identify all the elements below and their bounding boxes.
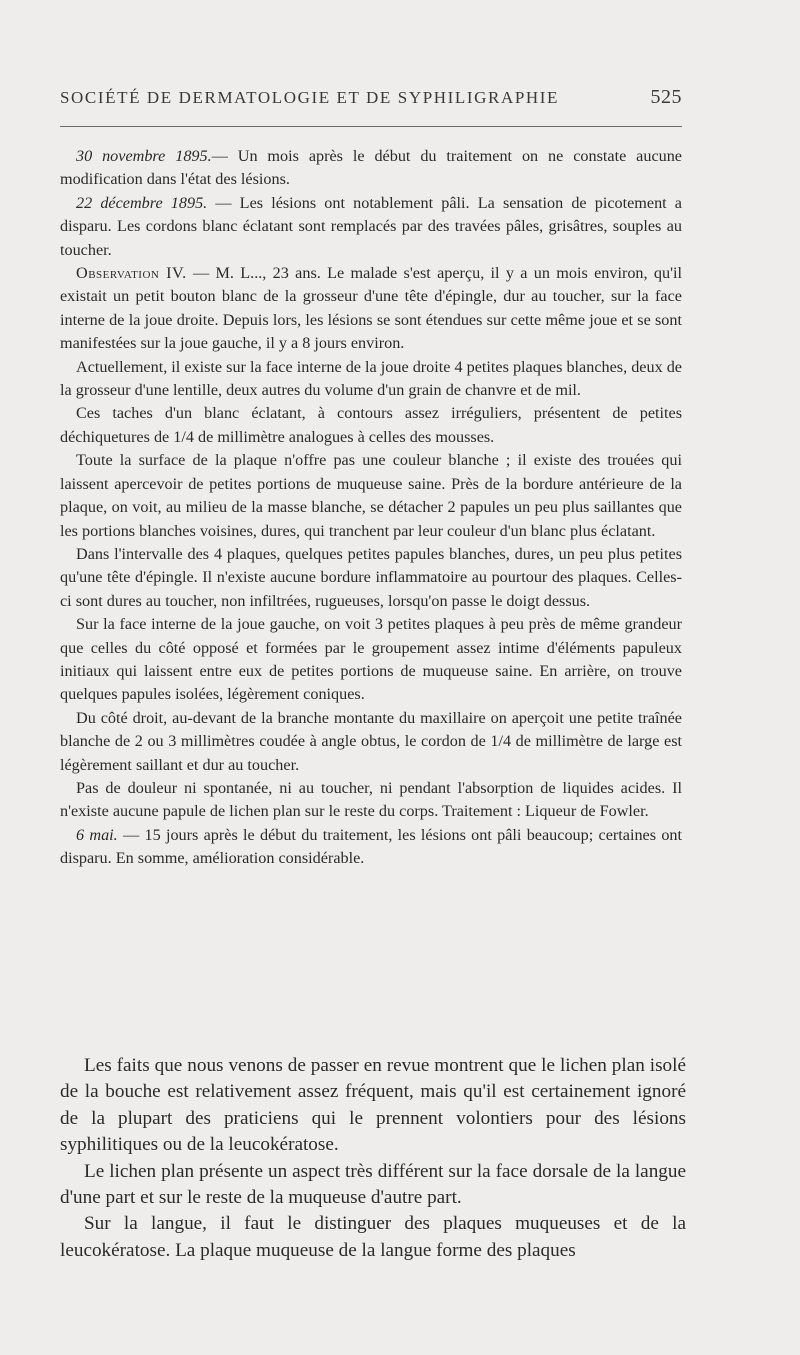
observation-heading: Observation IV.	[76, 264, 187, 283]
paragraph: Les faits que nous venons de passer en revue montrent que le lichen plan isolé de la bouche est relativement assez fréquent, mais qu'il est certainement ignoré de la plupart des praticiens qui le prennent volontiers pour des lésions syphilitiques ou de la leucokératose.	[60, 1055, 686, 1156]
paragraph	[60, 192, 682, 262]
paragraph-date: 6 mai.	[76, 825, 118, 844]
paragraph	[60, 356, 682, 403]
paragraph-text: Du côté droit, au-devant de la branche montante du maxillaire on aperçoit une petite traînée blanche de 2 ou 3 millimètres coudée à angle obtus, le cordon de 1/4 de millimètre de large est légèrement saillant et dur au toucher.	[60, 708, 682, 774]
paragraph-text: — Les lésions ont notablement pâli. La sensation de picotement a disparu. Les cordons blanc éclatant sont remplacés par des travées pâles, grisâtres, souples au toucher.	[60, 193, 682, 259]
paragraph	[60, 777, 682, 824]
paragraph-text: Ces taches d'un blanc éclatant, à contours assez irréguliers, présentent de petites déchiquetures de 1/4 de millimètre analogues à celles des mousses.	[60, 404, 682, 446]
paragraph	[60, 707, 682, 777]
header-title: SOCIÉTÉ DE DERMATOLOGIE ET DE SYPHILIGRAPHIE	[60, 88, 560, 107]
paragraph-text: Dans l'intervalle des 4 plaques, quelques petites papules blanches, dures, un peu plus petites qu'une tête d'épingle. Il n'existe aucune bordure inflammatoire au pourtour des plaques. Celles-ci sont dures au toucher, non infiltrées, rugueuses, lorsqu'on passe le doigt dessus.	[60, 544, 682, 610]
paragraph-text: Sur la face interne de la joue gauche, on voit 3 petites plaques à peu près de même grandeur que celles du côté opposé et formées par le groupement assez intime d'éléments papuleux initiaux qui laissent entre eux de petites portions de muqueuse saine. En arrière, on trouve quelques papules isolées, légèrement coniques.	[60, 615, 682, 704]
running-header	[60, 86, 682, 109]
paragraph-text: — M. L..., 23 ans. Le malade s'est aperçu, il y a un mois environ, qu'il existait un petit bouton blanc de la grosseur d'une tête d'épingle, dur au toucher, sur la face interne de la joue droite. Depuis lors, les lésions se sont étendues sur cette même joue et se sont manifestées sur la joue gauche, il y a 8 jours environ.	[60, 264, 682, 353]
paragraph: Le lichen plan présente un aspect très différent sur la face dorsale de la langue d'une part et sur le reste de la muqueuse d'autre part.	[60, 1160, 686, 1209]
paragraph-text: Pas de douleur ni spontanée, ni au toucher, ni pendant l'absorption de liquides acides. Il n'existe aucune papule de lichen plan sur le reste du corps. Traitement : Liqueur de Fowler.	[60, 778, 682, 821]
paragraph-text: — 15 jours après le début du traitement, les lésions ont pâli beaucoup; certaines ont disparu. En somme, amélioration considérable.	[60, 825, 682, 868]
paragraph	[60, 145, 682, 192]
page-number: 525	[650, 86, 682, 108]
paragraph	[60, 262, 682, 356]
paragraph	[60, 449, 682, 543]
paragraph-date: 30 novembre 1895.	[76, 147, 212, 165]
case-report-block	[60, 145, 682, 871]
paragraph-text: — Un mois après le début du traitement on ne constate aucune modification dans l'état des lésions.	[60, 147, 682, 189]
paragraph-text: Toute la surface de la plaque n'offre pas une couleur blanche ; il existe des trouées qui laissent apercevoir de petites portions de muqueuse saine. Près de la bordure antérieure de la plaque, on voit, au milieu de la masse blanche, se détacher 2 papules un peu plus saillantes que les portions blanches voisines, dures, qui tranchent par leur couleur d'un blanc plus éclatant.	[60, 451, 682, 540]
paragraph-date: 22 décembre 1895.	[76, 193, 208, 212]
paragraph	[60, 402, 682, 449]
header-rule	[60, 126, 682, 127]
paragraph-text: Actuellement, il existe sur la face interne de la joue droite 4 petites plaques blanches, deux de la grosseur d'une lentille, deux autres du volume d'un grain de chanvre et de mil.	[60, 357, 682, 400]
paragraph: Sur la langue, il faut le distinguer des plaques muqueuses et de la leucokératose. La plaque muqueuse de la langue forme des plaques	[60, 1213, 686, 1261]
paragraph	[60, 613, 682, 707]
paragraph	[60, 543, 682, 613]
paragraph	[60, 824, 682, 871]
discussion-block	[60, 1053, 686, 1264]
